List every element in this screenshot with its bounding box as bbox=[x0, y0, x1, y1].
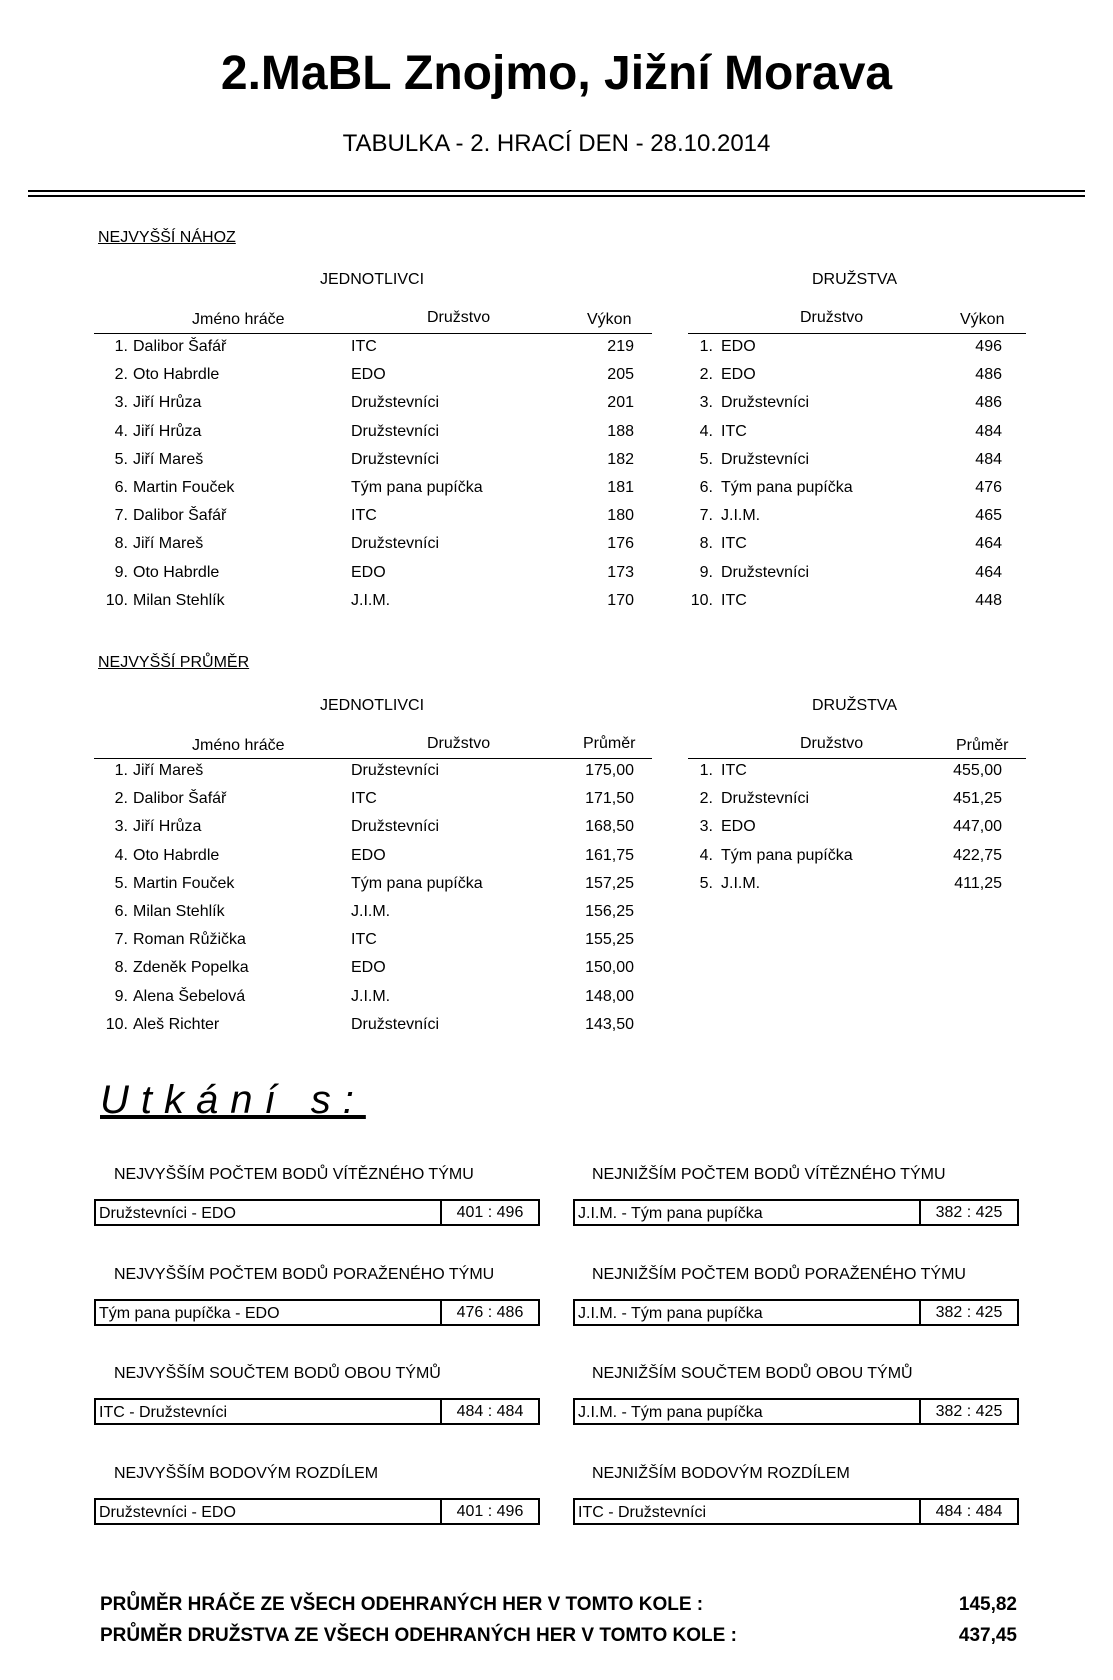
match-score: 401 : 496 bbox=[440, 1201, 538, 1224]
table-header-rule bbox=[94, 333, 652, 334]
table-row bbox=[0, 535, 1113, 563]
match-label: NEJVYŠŠÍM POČTEM BODŮ PORAŽENÉHO TÝMU bbox=[114, 1265, 495, 1283]
value-cell: 150,00 bbox=[585, 959, 634, 977]
player-name: Jiří Mareš bbox=[133, 535, 204, 553]
team-name: J.I.M. bbox=[351, 591, 391, 609]
player-name: Roman Růžička bbox=[133, 931, 246, 949]
player-name: Martin Fouček bbox=[133, 479, 235, 496]
value-cell: 171,50 bbox=[585, 790, 634, 808]
table-header-rule bbox=[688, 333, 1026, 334]
group-title-teams: DRUŽSTVA bbox=[812, 697, 898, 714]
row-rank: 5. bbox=[699, 450, 713, 468]
row-rank: 1. bbox=[114, 338, 128, 355]
row-rank: 9. bbox=[114, 987, 128, 1005]
match-score: 484 : 484 bbox=[919, 1500, 1017, 1523]
player-name: Dalibor Šafář bbox=[133, 507, 227, 525]
table-row bbox=[0, 564, 1113, 592]
header-rule-bottom bbox=[28, 195, 1085, 197]
table-row bbox=[0, 451, 1113, 479]
row-rank: 3. bbox=[699, 394, 713, 412]
row-rank: 8. bbox=[114, 535, 128, 553]
table-header-rule bbox=[688, 758, 1026, 759]
table-row bbox=[0, 394, 1113, 422]
match-teams: J.I.M. - Tým pana pupíčka bbox=[578, 1304, 763, 1322]
value-cell: 182 bbox=[607, 450, 634, 468]
match-score: 484 : 484 bbox=[440, 1400, 538, 1423]
table-row bbox=[0, 959, 1113, 987]
row-rank: 3. bbox=[114, 394, 128, 412]
team-name: Družstevníci bbox=[351, 762, 440, 779]
table-row bbox=[0, 762, 1113, 790]
col-header-value: Výkon bbox=[960, 311, 1005, 328]
row-rank: 8. bbox=[699, 535, 713, 553]
row-rank: 2. bbox=[699, 366, 713, 384]
match-teams: J.I.M. - Tým pana pupíčka bbox=[578, 1205, 763, 1222]
team-name: ITC bbox=[351, 931, 377, 949]
player-name: Jiří Mareš bbox=[133, 450, 204, 468]
team-name: EDO bbox=[351, 959, 386, 977]
team-name: Družstevníci bbox=[721, 394, 810, 412]
value-cell: 447,00 bbox=[953, 818, 1002, 836]
table-row bbox=[0, 507, 1113, 535]
row-rank: 2. bbox=[699, 790, 713, 808]
match-label: NEJVYŠŠÍM BODOVÝM ROZDÍLEM bbox=[114, 1464, 379, 1482]
match-label: NEJNIŽŠÍM POČTEM BODŮ PORAŽENÉHO TÝMU bbox=[592, 1265, 966, 1283]
section-title-highest-average: NEJVYŠŠÍ PRŮMĚR bbox=[98, 654, 250, 671]
table-row bbox=[0, 366, 1113, 394]
col-header-value: Průměr bbox=[956, 737, 1009, 754]
player-average-label: PRŮMĚR HRÁČE ZE VŠECH ODEHRANÝCH HER V TOMTO KOLE : bbox=[100, 1594, 704, 1615]
table-row bbox=[0, 818, 1113, 846]
row-rank: 6. bbox=[114, 903, 128, 920]
row-rank: 4. bbox=[114, 422, 128, 440]
team-name: ITC bbox=[351, 338, 377, 355]
row-rank: 4. bbox=[699, 846, 713, 864]
match-score: 382 : 425 bbox=[919, 1301, 1017, 1324]
row-rank: 5. bbox=[699, 874, 713, 892]
value-cell: 464 bbox=[975, 563, 1002, 581]
value-cell: 411,25 bbox=[954, 874, 1002, 892]
value-cell: 155,25 bbox=[585, 931, 634, 949]
player-average-value: 145,82 bbox=[958, 1594, 1017, 1615]
team-name: EDO bbox=[721, 366, 756, 384]
player-name: Dalibor Šafář bbox=[133, 790, 227, 808]
group-title-individuals: JEDNOTLIVCI bbox=[320, 697, 425, 714]
row-rank: 1. bbox=[699, 762, 713, 779]
row-rank: 3. bbox=[114, 818, 128, 836]
row-rank: 5. bbox=[114, 450, 128, 468]
team-name: J.I.M. bbox=[721, 507, 761, 525]
match-result-box bbox=[94, 1398, 540, 1425]
match-label: NEJNIŽŠÍM SOUČTEM BODŮ OBOU TÝMŮ bbox=[592, 1365, 913, 1382]
table-row bbox=[0, 338, 1113, 366]
value-cell: 219 bbox=[607, 338, 634, 355]
team-name: EDO bbox=[351, 846, 386, 864]
team-name: EDO bbox=[351, 366, 386, 384]
table-row bbox=[0, 988, 1113, 1016]
value-cell: 161,75 bbox=[585, 846, 634, 864]
team-average-label: PRŮMĚR DRUŽSTVA ZE VŠECH ODEHRANÝCH HER V TOMTO KOLE : bbox=[100, 1625, 737, 1646]
team-name: Družstevníci bbox=[351, 394, 440, 412]
team-name: ITC bbox=[721, 422, 747, 440]
team-name: ITC bbox=[721, 762, 747, 779]
team-name: ITC bbox=[351, 790, 377, 808]
value-cell: 464 bbox=[975, 535, 1002, 553]
team-name: Tým pana pupíčka bbox=[721, 479, 853, 496]
team-name: Družstevníci bbox=[351, 818, 440, 836]
value-cell: 496 bbox=[975, 338, 1002, 355]
row-rank: 9. bbox=[699, 563, 713, 581]
match-result-box bbox=[573, 1398, 1019, 1425]
player-name: Jiří Hrůza bbox=[133, 394, 202, 412]
row-rank: 10. bbox=[105, 1015, 128, 1033]
table-row bbox=[0, 479, 1113, 507]
row-rank: 4. bbox=[699, 422, 713, 440]
row-rank: 5. bbox=[114, 874, 128, 892]
table-row bbox=[0, 423, 1113, 451]
value-cell: 175,00 bbox=[585, 762, 634, 779]
section-title-highest-throw: NEJVYŠŠÍ NÁHOZ bbox=[98, 229, 236, 246]
match-score: 401 : 496 bbox=[440, 1500, 538, 1523]
team-average-value: 437,45 bbox=[958, 1625, 1017, 1646]
match-result-box bbox=[94, 1498, 540, 1525]
col-header-team: Družstvo bbox=[427, 309, 491, 326]
player-name: Alena Šebelová bbox=[133, 987, 246, 1005]
value-cell: 156,25 bbox=[585, 903, 634, 920]
value-cell: 486 bbox=[975, 394, 1002, 412]
value-cell: 188 bbox=[607, 422, 634, 440]
col-header-player-name: Jméno hráče bbox=[192, 311, 285, 328]
col-header-team: Družstvo bbox=[427, 735, 491, 752]
col-header-value: Výkon bbox=[587, 311, 632, 328]
value-cell: 180 bbox=[607, 507, 634, 525]
player-name: Aleš Richter bbox=[133, 1015, 220, 1033]
player-name: Jiří Mareš bbox=[133, 762, 204, 779]
row-rank: 7. bbox=[699, 507, 713, 525]
team-name: ITC bbox=[721, 535, 747, 553]
value-cell: 422,75 bbox=[953, 846, 1002, 864]
group-title-teams: DRUŽSTVA bbox=[812, 271, 898, 288]
team-name: Družstevníci bbox=[721, 790, 810, 808]
team-name: EDO bbox=[721, 338, 756, 355]
player-name: Dalibor Šafář bbox=[133, 338, 227, 355]
player-name: Jiří Hrůza bbox=[133, 422, 202, 440]
team-name: EDO bbox=[721, 818, 756, 836]
row-rank: 6. bbox=[699, 479, 713, 496]
table-row bbox=[0, 847, 1113, 875]
value-cell: 486 bbox=[975, 366, 1002, 384]
page-title: 2.MaBL Znojmo, Jižní Morava bbox=[220, 47, 893, 100]
team-name: Tým pana pupíčka bbox=[721, 846, 853, 864]
value-cell: 148,00 bbox=[585, 987, 634, 1005]
team-name: Družstevníci bbox=[351, 450, 440, 468]
match-teams: J.I.M. - Tým pana pupíčka bbox=[578, 1404, 763, 1421]
header-rule-top bbox=[28, 190, 1085, 192]
team-name: Družstevníci bbox=[351, 1015, 440, 1033]
team-name: EDO bbox=[351, 563, 386, 581]
table-row bbox=[0, 592, 1113, 620]
match-teams: ITC - Družstevníci bbox=[99, 1404, 228, 1421]
player-name: Oto Habrdle bbox=[133, 563, 220, 581]
value-cell: 451,25 bbox=[953, 790, 1002, 808]
team-name: Tým pana pupíčka bbox=[351, 874, 483, 892]
row-rank: 9. bbox=[114, 563, 128, 581]
match-score: 382 : 425 bbox=[919, 1201, 1017, 1224]
match-score: 382 : 425 bbox=[919, 1400, 1017, 1423]
row-rank: 1. bbox=[114, 762, 128, 779]
table-row bbox=[0, 1016, 1113, 1044]
row-rank: 7. bbox=[114, 507, 128, 525]
match-result-box bbox=[573, 1498, 1019, 1525]
table-row bbox=[0, 875, 1113, 903]
match-result-box bbox=[94, 1199, 540, 1226]
value-cell: 143,50 bbox=[585, 1015, 634, 1033]
row-rank: 10. bbox=[105, 591, 128, 609]
player-name: Jiří Hrůza bbox=[133, 818, 202, 836]
player-name: Zdeněk Popelka bbox=[133, 959, 249, 977]
matches-heading: Utkání s: bbox=[100, 1078, 366, 1122]
value-cell: 176 bbox=[607, 535, 634, 553]
team-name: ITC bbox=[721, 591, 747, 609]
row-rank: 8. bbox=[114, 959, 128, 977]
player-name: Martin Fouček bbox=[133, 874, 235, 892]
team-name: Družstevníci bbox=[351, 422, 440, 440]
match-result-box bbox=[94, 1299, 540, 1326]
row-rank: 2. bbox=[114, 366, 128, 384]
match-label: NEJVYŠŠÍM SOUČTEM BODŮ OBOU TÝMŮ bbox=[114, 1365, 441, 1382]
player-name: Milan Stehlík bbox=[133, 903, 225, 920]
match-label: NEJVYŠŠÍM POČTEM BODŮ VÍTĚZNÉHO TÝMU bbox=[114, 1166, 474, 1183]
value-cell: 448 bbox=[975, 591, 1002, 609]
team-name: J.I.M. bbox=[721, 874, 761, 892]
group-title-individuals: JEDNOTLIVCI bbox=[320, 271, 425, 288]
value-cell: 484 bbox=[975, 450, 1002, 468]
match-result-box bbox=[573, 1299, 1019, 1326]
row-rank: 2. bbox=[114, 790, 128, 808]
table-row bbox=[0, 931, 1113, 959]
team-name: J.I.M. bbox=[351, 903, 391, 920]
value-cell: 173 bbox=[607, 563, 634, 581]
team-name: Družstevníci bbox=[721, 563, 810, 581]
value-cell: 168,50 bbox=[585, 818, 634, 836]
match-teams: Družstevníci - EDO bbox=[99, 1205, 236, 1222]
col-header-team: Družstvo bbox=[800, 309, 864, 326]
match-label: NEJNIŽŠÍM BODOVÝM ROZDÍLEM bbox=[592, 1464, 850, 1482]
match-teams: Tým pana pupíčka - EDO bbox=[99, 1304, 280, 1322]
row-rank: 1. bbox=[699, 338, 713, 355]
team-name: Družstevníci bbox=[351, 535, 440, 553]
player-name: Oto Habrdle bbox=[133, 366, 220, 384]
team-name: J.I.M. bbox=[351, 987, 391, 1005]
team-name: Tým pana pupíčka bbox=[351, 479, 483, 496]
page-subtitle: TABULKA - 2. HRACÍ DEN - 28.10.2014 bbox=[342, 130, 771, 157]
player-name: Oto Habrdle bbox=[133, 846, 220, 864]
row-rank: 3. bbox=[699, 818, 713, 836]
match-score: 476 : 486 bbox=[440, 1301, 538, 1324]
value-cell: 205 bbox=[607, 366, 634, 384]
table-row bbox=[0, 790, 1113, 818]
value-cell: 201 bbox=[607, 394, 634, 412]
value-cell: 465 bbox=[975, 507, 1002, 525]
match-teams: ITC - Družstevníci bbox=[578, 1503, 707, 1521]
value-cell: 181 bbox=[607, 479, 634, 496]
col-header-player-name: Jméno hráče bbox=[192, 737, 285, 754]
table-header-rule bbox=[94, 758, 652, 759]
value-cell: 476 bbox=[975, 479, 1002, 496]
row-rank: 4. bbox=[114, 846, 128, 864]
col-header-team: Družstvo bbox=[800, 735, 864, 752]
team-name: ITC bbox=[351, 507, 377, 525]
value-cell: 157,25 bbox=[585, 874, 634, 892]
match-teams: Družstevníci - EDO bbox=[99, 1503, 236, 1521]
value-cell: 455,00 bbox=[953, 762, 1002, 779]
value-cell: 484 bbox=[975, 422, 1002, 440]
value-cell: 170 bbox=[607, 591, 634, 609]
player-name: Milan Stehlík bbox=[133, 591, 225, 609]
match-result-box bbox=[573, 1199, 1019, 1226]
col-header-value: Průměr bbox=[583, 735, 636, 752]
team-name: Družstevníci bbox=[721, 450, 810, 468]
row-rank: 7. bbox=[114, 931, 128, 949]
row-rank: 10. bbox=[690, 591, 713, 609]
match-label: NEJNIŽŠÍM POČTEM BODŮ VÍTĚZNÉHO TÝMU bbox=[592, 1166, 946, 1183]
row-rank: 6. bbox=[114, 479, 128, 496]
table-row bbox=[0, 903, 1113, 931]
